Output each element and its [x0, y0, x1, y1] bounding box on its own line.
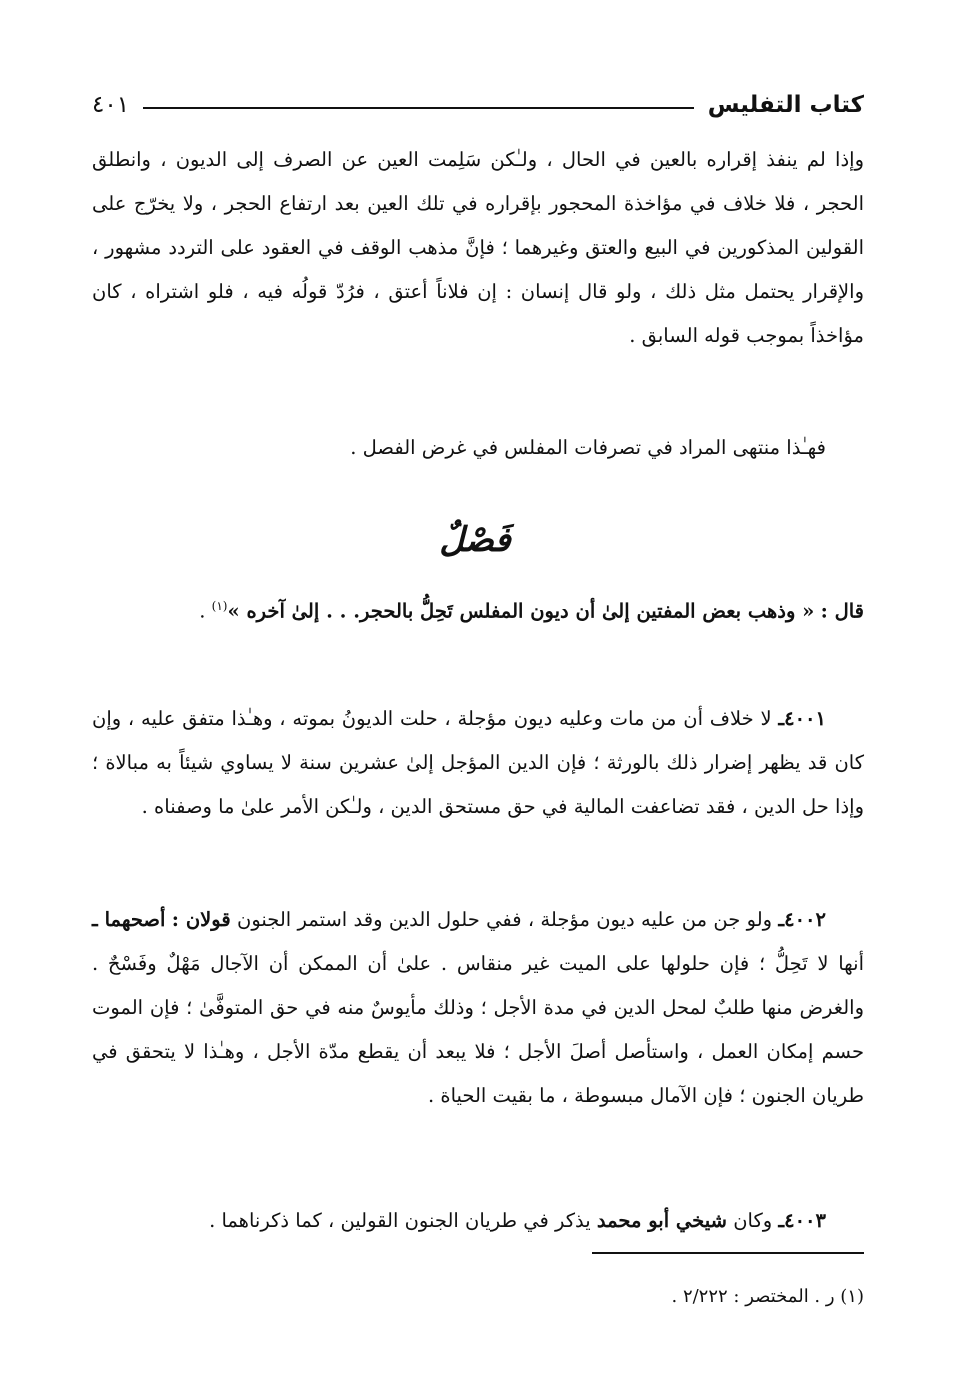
- closing-sentence: فهـٰذا منتهى المراد في تصرفات المفلس في غرض الفصل .: [350, 436, 826, 459]
- section-ornament: [400, 508, 550, 572]
- footnote: (١) ر . المختصر : ٢/٢٢٢ .: [671, 1286, 864, 1307]
- entry-number: ٤٠٠١ـ: [778, 707, 826, 730]
- entry-text: وكان: [733, 1209, 773, 1232]
- entry-4002: [92, 898, 864, 1118]
- entry-text-cont: أنها لا تَحِلُّ ؛ فإن حلولها على الميت غير منقاس . علىٰ أن الممكن أن الآجال مَهْلٌ وفَسْحٌ . والغرض منها طلبٌ لمحل الدين في مدة الأجل ؛ وذلك مأيوسٌ منه في حق المتوفَّىٰ ؛ فإن الموت حسم إمكان العمل ، واستأصل أصلَ الأجل ؛ فلا يبعد أن يقطع مدّة الأجل ، وهـٰذا لا يتحقق في طريان الجنون ؛ فإن الآمال مبسوطة ، ما بقيت الحياة .: [92, 952, 864, 1107]
- fasl-heading: فَصْلٌ: [439, 520, 511, 560]
- quote-text: « وذهب بعض المفتين إلىٰ أن ديون المفلس تَحِلُّ بالحجر. . . إلىٰ آخره »: [227, 599, 815, 623]
- qawlan-label: قولان :: [171, 908, 231, 931]
- ashah-label: أصحهما ـ: [92, 908, 166, 931]
- intro-paragraph: وإذا لم ينفذ إقراره بالعين في الحال ، ولـٰكن سَلِمت العين عن الصرف إلى الديون ، وانطلق الحجر ، فلا خلاف في مؤاخذة المحجور بإقراره في تلك العين بعد ارتفاع الحجر ، ولا يخرّج على القولين المذكورين في البيع والعتق وغيرهما ؛ فإنَّ مذهب الوقف في العقود على التردد مشهور ، والإقرار يحتمل مثل ذلك ، ولو قال إنسان : إن فلاناً أعتق ، فرُدّ قولُه فيه ، فلو اشتراه ، كان مؤاخذاً بموجب قوله السابق .: [92, 148, 864, 347]
- entry-number: ٤٠٠٣ـ: [778, 1209, 826, 1232]
- entry-text: لا خلاف أن من مات وعليه ديون مؤجلة ، حلت الديونُ بموته ، وهـٰذا متفق عليه ، وإن كان قد يظهر إضرار ذلك بالورثة ؛ فإن الدين المؤجل إلىٰ عشرين سنة لا يساوي شيئاً به مبالاة ؛ وإذا حل الدين ، فقد تضاعفت المالية في حق مستحق الدين ، ولـٰكن الأمر علىٰ ما وصفناه .: [92, 707, 864, 818]
- entry-text-cont: يذكر في طريان الجنون القولين ، كما ذكرناهما .: [209, 1209, 591, 1232]
- entry-4001: [92, 697, 864, 829]
- entry-4003: [92, 1199, 864, 1243]
- footnote-ref: (١): [211, 599, 228, 613]
- running-header: [92, 78, 864, 118]
- shaykh-name: شيخي أبو محمد: [596, 1209, 727, 1232]
- page-number: ٤٠١: [92, 92, 130, 118]
- entry-text: ولو جن من عليه ديون مؤجلة ، ففي حلول الدين وقد استمر الجنون: [237, 908, 773, 931]
- chapter-title: كتاب التفليس: [707, 92, 864, 118]
- entry-number: ٤٠٠٢ـ: [778, 908, 827, 931]
- quote-end: .: [199, 599, 206, 623]
- header-rule: [143, 107, 694, 109]
- footnote-rule: [592, 1252, 864, 1254]
- qaal-label: قال :: [820, 599, 864, 623]
- section-quote: [92, 584, 864, 634]
